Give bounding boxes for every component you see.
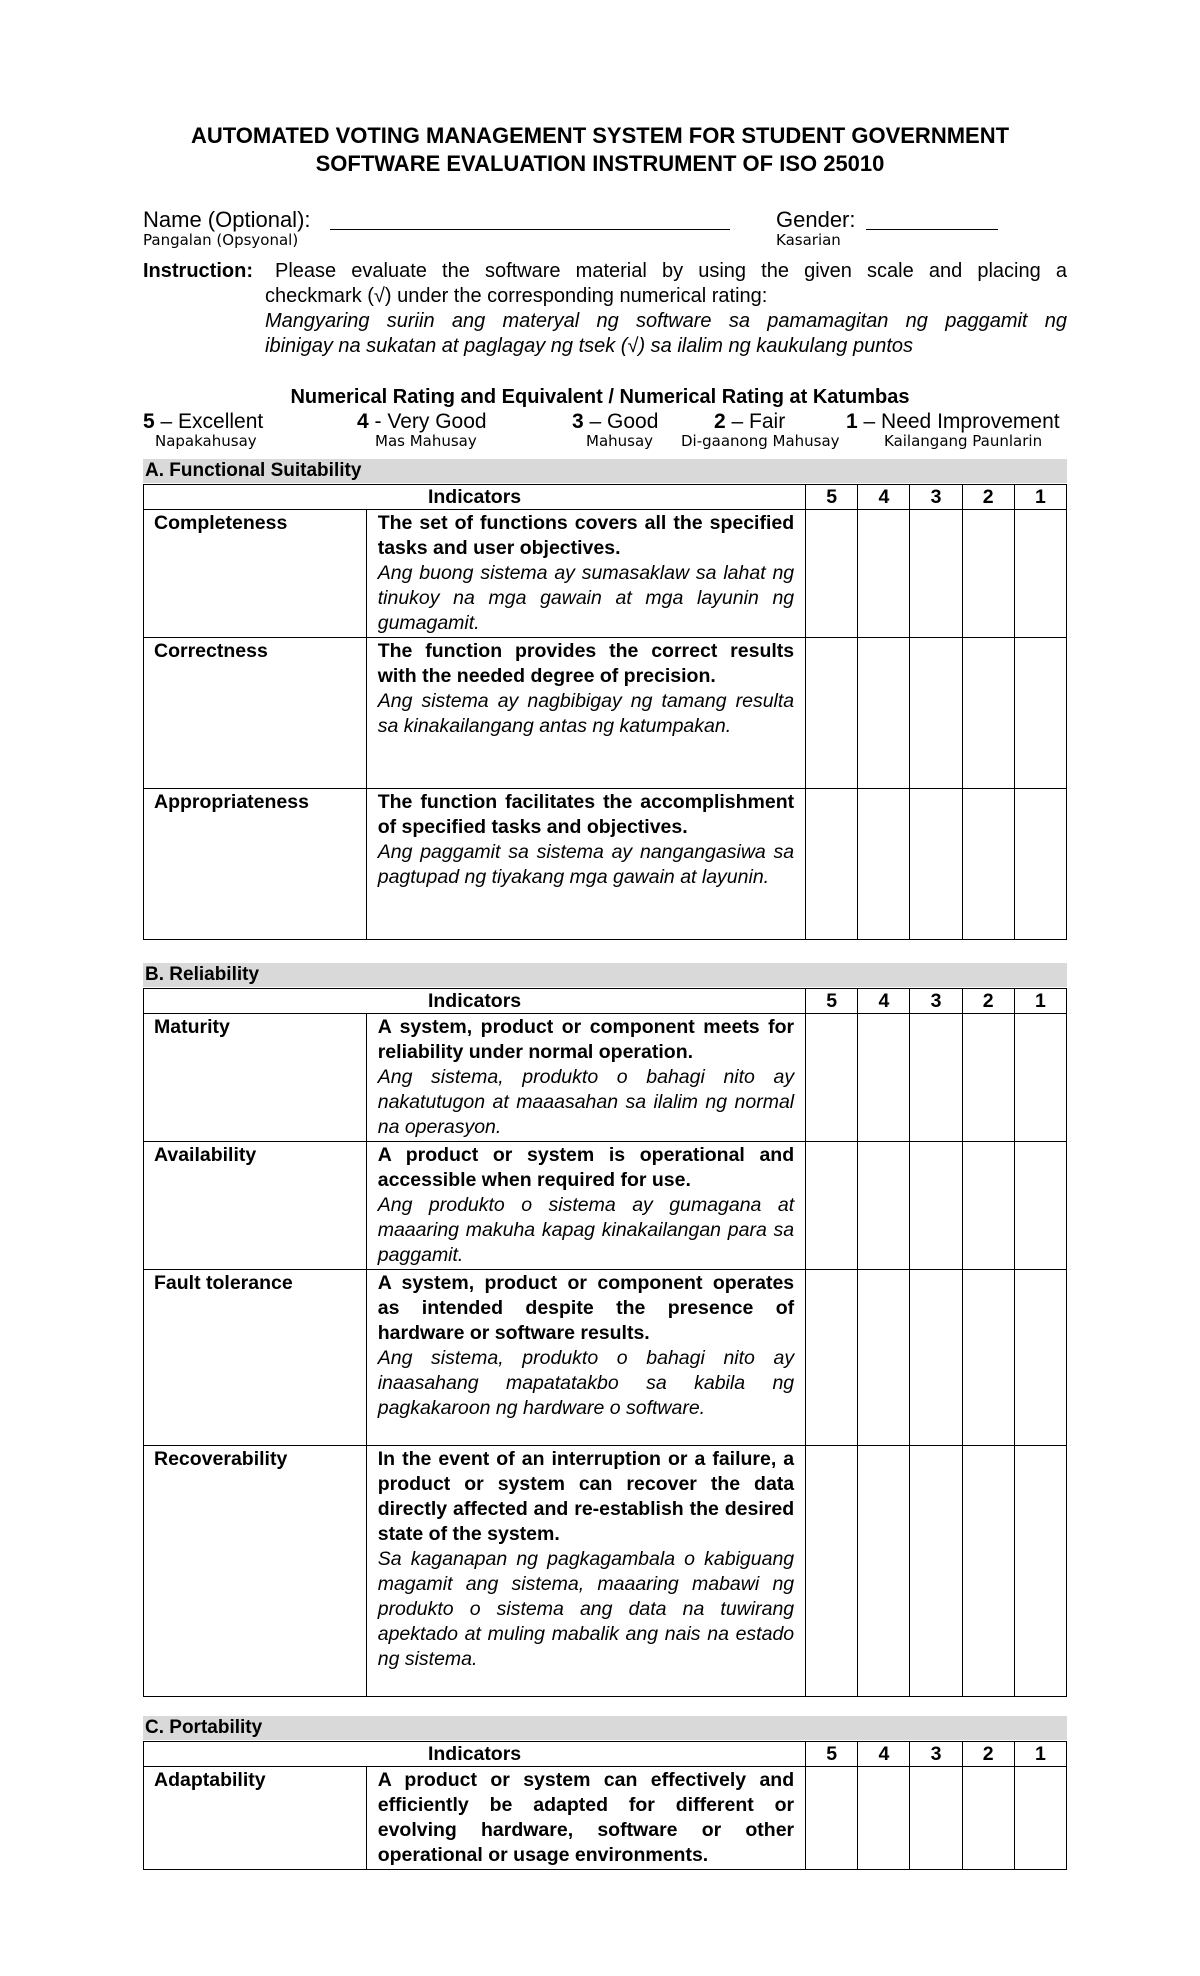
table-row <box>144 1142 1067 1270</box>
scale-sub-1: Kailangang Paunlarin <box>884 432 1043 450</box>
scale-item-5: 5 – Excellent <box>143 410 264 433</box>
criterion-correctness: Correctness <box>144 638 367 789</box>
rating-cell-2[interactable] <box>962 789 1014 940</box>
rating-cell-3[interactable] <box>910 1767 962 1870</box>
rating-cell-1[interactable] <box>1014 1767 1066 1870</box>
criterion-recoverability: Recoverability <box>144 1446 367 1697</box>
indicator-description: The function provides the correct results with the needed degree of precision. Ang sistema ay nagbibigay ng tamang resulta sa kinakailangang antas ng katumpakan. <box>366 638 805 789</box>
rating-cell-1[interactable] <box>1014 1142 1066 1270</box>
rating-cell-5[interactable] <box>806 1142 858 1270</box>
indicator-description: A product or system is operational and accessible when required for use. Ang produkto o sistema ay gumagana at maaaring makuha kapag kinakailangan para sa paggamit. <box>366 1142 805 1270</box>
instruction-translation: Mangyaring suriin ang materyal ng software sa pamamagitan ng paggamit ng <box>265 310 1067 332</box>
rating-cell-3[interactable] <box>910 789 962 940</box>
name-label: Name (Optional): <box>143 207 311 232</box>
score-header-5: 5 <box>806 485 858 510</box>
rating-cell-4[interactable] <box>858 638 910 789</box>
rating-cell-5[interactable] <box>806 638 858 789</box>
scale-sub-3: Mahusay <box>586 432 654 450</box>
scale-item-1: 1 – Need Improvement <box>846 410 1060 433</box>
rating-cell-4[interactable] <box>858 1014 910 1142</box>
document-subtitle: SOFTWARE EVALUATION INSTRUMENT OF ISO 25010 <box>315 151 885 176</box>
indicator-description: In the event of an interruption or a failure, a product or system can recover the data directly affected and re-establish the desired state of the system. Sa kaganapan ng pagkagambala o kabiguang magamit ang sistema, maaaring mabawi ng produkto o sistema ang data na tuwirang apektado at muling mabalik ang nais na estado ng sistema. <box>366 1446 805 1697</box>
rating-cell-2[interactable] <box>962 1767 1014 1870</box>
indicator-description: A product or system can effectively and efficiently be adapted for different or evolving hardware, software or other operational or usage environments. <box>366 1767 805 1870</box>
scale-item-2: 2 – Fair <box>714 410 786 433</box>
section-a-table <box>143 484 1067 940</box>
scale-sub-4: Mas Mahusay <box>375 432 477 450</box>
rating-cell-2[interactable] <box>962 510 1014 638</box>
rating-cell-2[interactable] <box>962 1446 1014 1697</box>
rating-cell-2[interactable] <box>962 1142 1014 1270</box>
rating-cell-3[interactable] <box>910 1270 962 1446</box>
rating-cell-1[interactable] <box>1014 789 1066 940</box>
rating-cell-5[interactable] <box>806 510 858 638</box>
table-header-row <box>144 1742 1067 1767</box>
rating-cell-4[interactable] <box>858 1270 910 1446</box>
scale-sub-5: Napakahusay <box>155 432 257 450</box>
rating-cell-1[interactable] <box>1014 510 1066 638</box>
table-header-row <box>144 485 1067 510</box>
criterion-availability: Availability <box>144 1142 367 1270</box>
score-header-5: 5 <box>806 1742 858 1767</box>
criterion-appropriateness: Appropriateness <box>144 789 367 940</box>
name-input-line[interactable] <box>330 229 730 230</box>
indicators-header: Indicators <box>144 989 806 1014</box>
rating-cell-3[interactable] <box>910 1142 962 1270</box>
rating-cell-4[interactable] <box>858 1446 910 1697</box>
score-header-3: 3 <box>910 989 962 1014</box>
rating-cell-3[interactable] <box>910 510 962 638</box>
rating-scale-heading: Numerical Rating and Equivalent / Numerical Rating at Katumbas <box>290 386 910 408</box>
criterion-completeness: Completeness <box>144 510 367 638</box>
score-header-3: 3 <box>910 485 962 510</box>
section-b-title: B. Reliability <box>143 963 1067 987</box>
rating-cell-5[interactable] <box>806 1767 858 1870</box>
indicator-description: The set of functions covers all the specified tasks and user objectives. Ang buong sistema ay sumasaklaw sa lahat ng tinukoy na mga gawain at mga layunin ng gumagamit. <box>366 510 805 638</box>
table-row <box>144 1767 1067 1870</box>
indicator-description: A system, product or component operates as intended despite the presence of hardware or software results. Ang sistema, produkto o bahagi nito ay inaasahang mapatatakbo sa kabila ng pagkakaroon ng hardware o software. <box>366 1270 805 1446</box>
scale-sub-2: Di-gaanong Mahusay <box>681 432 840 450</box>
indicator-description: The function facilitates the accomplishment of specified tasks and objectives. Ang paggamit sa sistema ay nangangasiwa sa pagtupad ng tiyakang mga gawain at layunin. <box>366 789 805 940</box>
score-header-4: 4 <box>858 485 910 510</box>
table-header-row <box>144 989 1067 1014</box>
rating-cell-1[interactable] <box>1014 1270 1066 1446</box>
rating-cell-2[interactable] <box>962 1270 1014 1446</box>
rating-cell-4[interactable] <box>858 1767 910 1870</box>
gender-label: Gender: <box>776 207 856 232</box>
section-c-table <box>143 1741 1067 1870</box>
rating-cell-2[interactable] <box>962 638 1014 789</box>
score-header-1: 1 <box>1014 989 1066 1014</box>
table-row <box>144 638 1067 789</box>
rating-cell-5[interactable] <box>806 1270 858 1446</box>
rating-cell-2[interactable] <box>962 1014 1014 1142</box>
score-header-1: 1 <box>1014 485 1066 510</box>
rating-cell-5[interactable] <box>806 1446 858 1697</box>
rating-cell-5[interactable] <box>806 789 858 940</box>
scale-item-4: 4 - Very Good <box>357 410 487 433</box>
section-c-title: C. Portability <box>143 1716 1067 1740</box>
rating-cell-1[interactable] <box>1014 638 1066 789</box>
rating-cell-1[interactable] <box>1014 1014 1066 1142</box>
score-header-4: 4 <box>858 1742 910 1767</box>
instruction-text-2: checkmark (√) under the corresponding numerical rating: <box>265 285 768 307</box>
table-row <box>144 1446 1067 1697</box>
table-row <box>144 1014 1067 1142</box>
document-title: AUTOMATED VOTING MANAGEMENT SYSTEM FOR STUDENT GOVERNMENT <box>190 123 1010 148</box>
rating-cell-1[interactable] <box>1014 1446 1066 1697</box>
rating-cell-3[interactable] <box>910 638 962 789</box>
table-row <box>144 1270 1067 1446</box>
score-header-2: 2 <box>962 485 1014 510</box>
indicator-description: A system, product or component meets for reliability under normal operation. Ang sistema, produkto o bahagi nito ay nakatutugon at maaasahan sa ilalim ng normal na operasyon. <box>366 1014 805 1142</box>
section-a-title: A. Functional Suitability <box>143 459 1067 483</box>
score-header-1: 1 <box>1014 1742 1066 1767</box>
score-header-2: 2 <box>962 989 1014 1014</box>
rating-cell-3[interactable] <box>910 1014 962 1142</box>
table-row <box>144 789 1067 940</box>
criterion-adaptability: Adaptability <box>144 1767 367 1870</box>
rating-cell-5[interactable] <box>806 1014 858 1142</box>
score-header-4: 4 <box>858 989 910 1014</box>
gender-sublabel: Kasarian <box>776 231 841 249</box>
indicators-header: Indicators <box>144 1742 806 1767</box>
instruction-translation-2: ibinigay na sukatan at paglagay ng tsek (√) sa ilalim ng kaukulang puntos <box>265 335 914 357</box>
score-header-3: 3 <box>910 1742 962 1767</box>
name-sublabel: Pangalan (Opsyonal) <box>143 231 299 249</box>
criterion-fault-tolerance: Fault tolerance <box>144 1270 367 1446</box>
section-b-table <box>143 988 1067 1697</box>
rating-cell-4[interactable] <box>858 1142 910 1270</box>
indicators-header: Indicators <box>144 485 806 510</box>
instruction-text: Please evaluate the software material by using the given scale and placing a <box>275 260 1067 282</box>
score-header-5: 5 <box>806 989 858 1014</box>
rating-cell-4[interactable] <box>858 789 910 940</box>
instruction-lead: Instruction: <box>143 260 253 282</box>
gender-input-line[interactable] <box>866 229 998 230</box>
rating-cell-3[interactable] <box>910 1446 962 1697</box>
score-header-2: 2 <box>962 1742 1014 1767</box>
table-row <box>144 510 1067 638</box>
scale-item-3: 3 – Good <box>572 410 659 433</box>
rating-cell-4[interactable] <box>858 510 910 638</box>
criterion-maturity: Maturity <box>144 1014 367 1142</box>
